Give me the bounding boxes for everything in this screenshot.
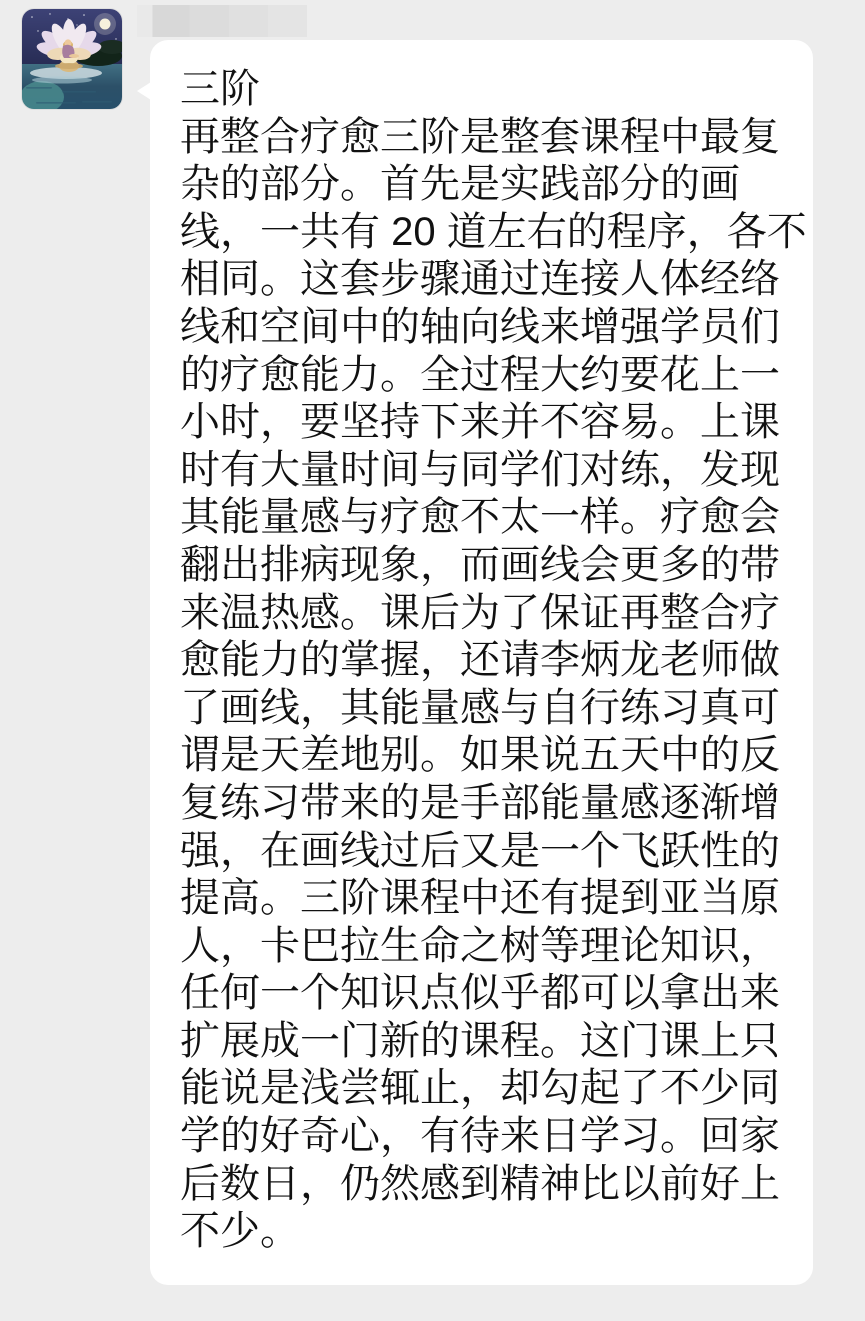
message-line: 小时，要坚持下来并不容易。上课 [180, 400, 780, 445]
message-line: 相同。这套步骤通过连接人体经络 [180, 257, 780, 302]
message-text [180, 66, 807, 1256]
message-line: 了画线，其能量感与自行练习真可 [180, 685, 780, 730]
message-line: 三阶 [180, 67, 260, 111]
sender-name-redacted [137, 5, 307, 37]
message-line: 线，一共有 20 道左右的程序，各不 [180, 209, 807, 254]
avatar[interactable] [22, 9, 122, 109]
avatar-image [22, 9, 122, 109]
message-line: 复练习带来的是手部能量感逐渐增 [180, 780, 780, 825]
message-line: 时有大量时间与同学们对练，发现 [180, 447, 780, 492]
message-line: 杂的部分。首先是实践部分的画 [180, 162, 740, 207]
message-line: 扩展成一门新的课程。这门课上只 [180, 1018, 780, 1063]
message-line: 愈能力的掌握，还请李炳龙老师做 [180, 638, 780, 683]
message-line: 人，卡巴拉生命之树等理论知识， [180, 923, 780, 968]
bubble-tail [137, 82, 151, 100]
message-line: 来温热感。课后为了保证再整合疗 [180, 590, 780, 635]
message-line: 再整合疗愈三阶是整套课程中最复 [180, 114, 780, 159]
message-line: 翻出排病现象，而画线会更多的带 [180, 542, 780, 587]
message-line: 其能量感与疗愈不太一样。疗愈会 [180, 495, 780, 540]
message-line: 强，在画线过后又是一个飞跃性的 [180, 828, 780, 873]
message-line: 学的好奇心，有待来日学习。回家 [180, 1114, 780, 1159]
message-bubble[interactable] [150, 40, 813, 1285]
message-line: 后数日，仍然感到精神比以前好上 [180, 1161, 780, 1206]
message-line: 能说是浅尝辄止，却勾起了不少同 [180, 1066, 780, 1111]
message-line: 的疗愈能力。全过程大约要花上一 [180, 352, 780, 397]
message-line: 线和空间中的轴向线来增强学员们 [180, 304, 780, 349]
message-line: 不少。 [180, 1209, 300, 1254]
message-line: 谓是天差地别。如果说五天中的反 [180, 733, 780, 778]
message-line: 提高。三阶课程中还有提到亚当原 [180, 876, 780, 921]
message-line: 任何一个知识点似乎都可以拿出来 [180, 971, 780, 1016]
